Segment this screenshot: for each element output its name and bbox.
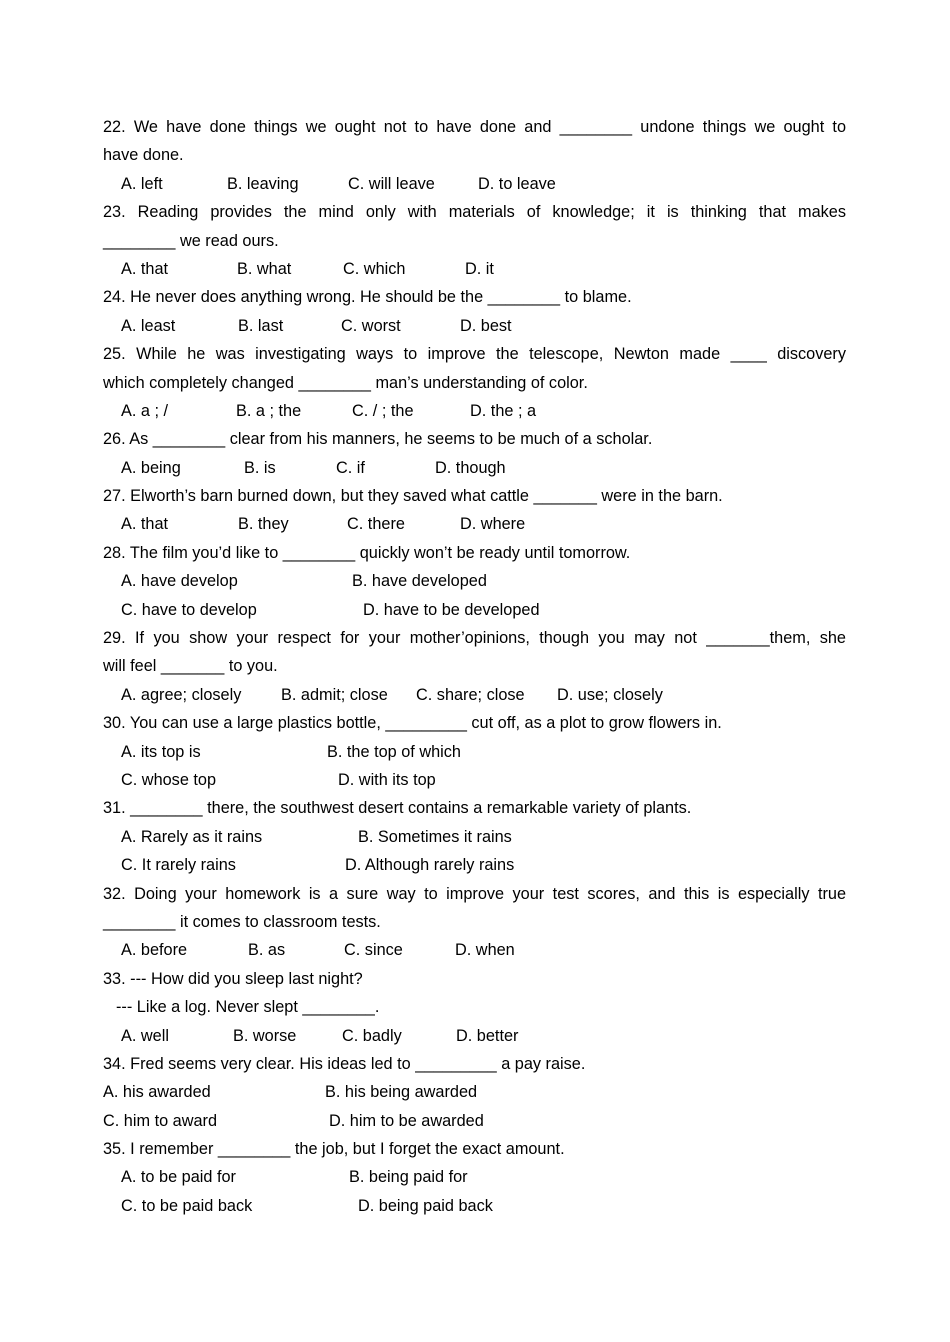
options-row xyxy=(103,567,846,595)
question-33 xyxy=(103,965,846,1050)
options-row xyxy=(103,454,846,482)
option-c: C. since xyxy=(344,941,403,960)
options-row xyxy=(103,312,846,340)
options-row xyxy=(103,936,846,964)
question-reply: --- Like a log. Never slept ________. xyxy=(116,998,380,1017)
question-23 xyxy=(103,198,846,283)
option-c: C. if xyxy=(336,458,365,477)
question-24 xyxy=(103,283,846,340)
question-stem xyxy=(103,624,846,681)
stem-line: which completely changed ________ man’s understanding of color. xyxy=(103,373,588,392)
question-35 xyxy=(103,1135,846,1220)
question-30 xyxy=(103,709,846,794)
options-row xyxy=(103,510,846,538)
option-d: D. where xyxy=(460,515,526,534)
option-b: B. admit; close xyxy=(281,685,388,704)
question-stem xyxy=(103,880,846,937)
options-row xyxy=(103,397,846,425)
stem-line: ________ it comes to classroom tests. xyxy=(103,912,381,931)
question-stem: 24. He never does anything wrong. He should be the ________ to blame. xyxy=(103,288,632,307)
option-a: A. have develop xyxy=(121,572,238,591)
options-row xyxy=(103,1107,846,1135)
option-c: C. worst xyxy=(341,316,401,335)
stem-line: will feel _______ to you. xyxy=(103,657,278,676)
question-stem xyxy=(103,340,846,397)
option-b: B. have developed xyxy=(352,572,487,591)
option-a: A. a ; / xyxy=(121,401,169,420)
option-a: A. that xyxy=(121,259,169,278)
option-a: A. left xyxy=(121,174,163,193)
option-c: C. there xyxy=(347,515,405,534)
option-a: A. that xyxy=(121,515,169,534)
option-a: A. its top is xyxy=(121,742,201,761)
option-a: A. well xyxy=(121,1026,169,1045)
option-c: C. have to develop xyxy=(121,600,257,619)
options-row xyxy=(103,1163,846,1191)
options-row xyxy=(103,1192,846,1220)
option-c: C. will leave xyxy=(348,174,435,193)
option-b: B. the top of which xyxy=(327,742,461,761)
options-row xyxy=(103,766,846,794)
stem-line: ________ we read ours. xyxy=(103,231,279,250)
option-c: C. It rarely rains xyxy=(121,856,236,875)
stem-line: 23. Reading provides the mind only with materials of knowledge; it is thinking that makes xyxy=(103,203,846,222)
question-stem: 27. Elworth’s barn burned down, but they saved what cattle _______ were in the barn. xyxy=(103,487,723,506)
question-28 xyxy=(103,539,846,624)
option-b: B. what xyxy=(237,259,292,278)
stem-line: 32. Doing your homework is a sure way to improve your test scores, and this is especially true xyxy=(103,884,846,903)
question-stem: 30. You can use a large plastics bottle, _________ cut off, as a plot to grow flowers in. xyxy=(103,714,722,733)
option-c: C. / ; the xyxy=(352,401,414,420)
stem-line: 25. While he was investigating ways to improve the telescope, Newton made ____ discovery xyxy=(103,345,846,364)
options-row xyxy=(103,851,846,879)
option-b: B. a ; the xyxy=(236,401,302,420)
question-34 xyxy=(103,1050,846,1135)
option-b: B. leaving xyxy=(227,174,299,193)
options-row xyxy=(103,738,846,766)
options-row xyxy=(103,823,846,851)
question-29 xyxy=(103,624,846,709)
question-stem: 35. I remember ________ the job, but I forget the exact amount. xyxy=(103,1140,565,1159)
question-sheet xyxy=(103,113,846,1220)
option-a: A. being xyxy=(121,458,181,477)
options-row xyxy=(103,170,846,198)
option-a: A. agree; closely xyxy=(121,685,242,704)
option-d: D. though xyxy=(435,458,506,477)
question-stem: 31. ________ there, the southwest desert contains a remarkable variety of plants. xyxy=(103,799,692,818)
question-stem xyxy=(103,113,846,170)
question-stem: 28. The film you’d like to ________ quickly won’t be ready until tomorrow. xyxy=(103,543,631,562)
option-d: D. to leave xyxy=(478,174,556,193)
option-a: A. his awarded xyxy=(103,1083,211,1102)
option-c: C. which xyxy=(343,259,406,278)
option-b: B. worse xyxy=(233,1026,297,1045)
question-stem xyxy=(103,198,846,255)
option-d: D. when xyxy=(455,941,515,960)
option-a: A. before xyxy=(121,941,188,960)
option-a: A. to be paid for xyxy=(121,1168,236,1187)
options-row xyxy=(103,596,846,624)
options-row xyxy=(103,255,846,283)
option-b: B. as xyxy=(248,941,286,960)
option-b: B. Sometimes it rains xyxy=(358,827,512,846)
question-31 xyxy=(103,794,846,879)
stem-line: 29. If you show your respect for your mother’opinions, though you may not _______them, she xyxy=(103,629,846,648)
stem-line: have done. xyxy=(103,146,184,165)
option-d: D. Although rarely rains xyxy=(345,856,515,875)
option-c: C. badly xyxy=(342,1026,402,1045)
option-d: D. better xyxy=(456,1026,519,1045)
options-row xyxy=(103,1078,846,1106)
question-stem: 26. As ________ clear from his manners, he seems to be much of a scholar. xyxy=(103,430,653,449)
option-c: C. to be paid back xyxy=(121,1196,253,1215)
option-a: A. Rarely as it rains xyxy=(121,827,263,846)
option-c: C. share; close xyxy=(416,685,525,704)
question-26 xyxy=(103,425,846,482)
stem-line: 22. We have done things we ought not to have done and ________ undone things we ought to xyxy=(103,118,846,136)
option-b: B. last xyxy=(238,316,284,335)
option-d: D. him to be awarded xyxy=(329,1111,484,1130)
option-d: D. best xyxy=(460,316,512,335)
option-d: D. it xyxy=(465,259,494,278)
question-stem: 33. --- How did you sleep last night? xyxy=(103,969,363,988)
option-b: B. is xyxy=(244,458,276,477)
option-d: D. the ; a xyxy=(470,401,537,420)
option-b: B. his being awarded xyxy=(325,1083,478,1102)
question-32 xyxy=(103,880,846,965)
question-25 xyxy=(103,340,846,425)
option-d: D. use; closely xyxy=(557,685,663,704)
option-c: C. whose top xyxy=(121,770,217,789)
option-d: D. have to be developed xyxy=(363,600,540,619)
option-b: B. they xyxy=(238,515,289,534)
options-row xyxy=(103,681,846,709)
question-22 xyxy=(103,113,846,198)
option-c: C. him to award xyxy=(103,1111,218,1130)
question-27 xyxy=(103,482,846,539)
question-stem: 34. Fred seems very clear. His ideas led to _________ a pay raise. xyxy=(103,1054,586,1073)
option-a: A. least xyxy=(121,316,176,335)
options-row xyxy=(103,1022,846,1050)
option-d: D. with its top xyxy=(338,770,436,789)
option-b: B. being paid for xyxy=(349,1168,468,1187)
option-d: D. being paid back xyxy=(358,1196,493,1215)
